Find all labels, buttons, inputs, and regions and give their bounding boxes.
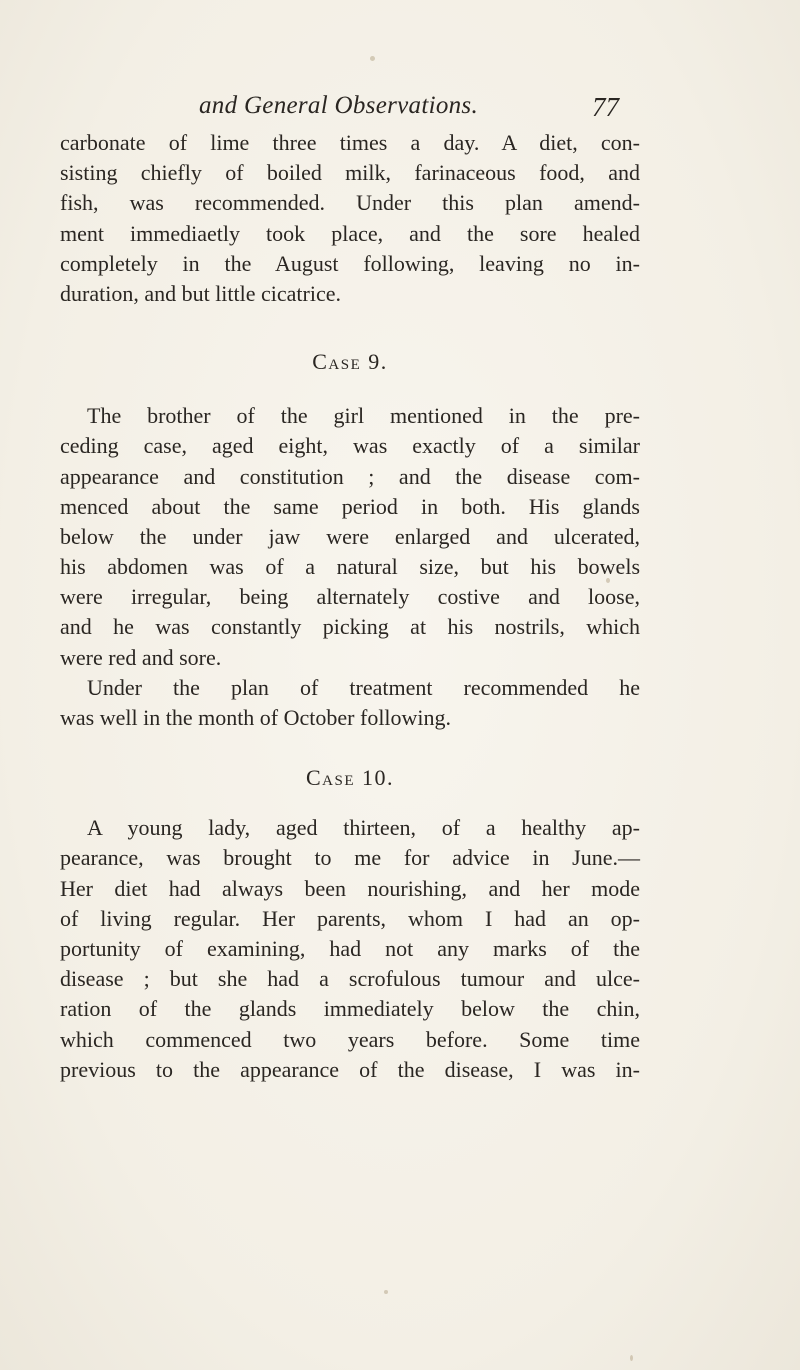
text-line: below the under jaw were enlarged and ulcerated, <box>60 523 640 549</box>
text-line: portunity of examining, had not any marks of the <box>60 935 640 961</box>
paper-speck <box>630 1355 633 1361</box>
text-line: Under the plan of treatment recommended he <box>87 674 640 700</box>
text-line: his abdomen was of a natural size, but his bowels <box>60 554 640 580</box>
text-line: ceding case, aged eight, was exactly of a similar <box>60 433 640 459</box>
paragraph <box>60 813 640 1085</box>
text-line: and he was constantly picking at his nostrils, which <box>60 614 640 640</box>
page-number: 77 <box>592 92 619 122</box>
paragraph <box>60 401 640 673</box>
text-line: appearance and constitution ; and the disease com- <box>60 463 640 489</box>
text-line: was well in the month of October following. <box>60 705 452 730</box>
case-heading: Case 9. <box>312 349 388 375</box>
text-line: ration of the glands immediately below the chin, <box>60 996 640 1022</box>
text-line: The brother of the girl mentioned in the pre- <box>87 403 640 429</box>
text-line: of living regular. Her parents, whom I had an op- <box>60 905 640 931</box>
text-line: Her diet had always been nourishing, and her mode <box>60 875 640 901</box>
paper-speck <box>370 56 375 61</box>
text-line: which commenced two years before. Some time <box>60 1026 640 1052</box>
case-heading: Case 10. <box>305 765 394 791</box>
paragraph <box>60 673 640 733</box>
text-line: were irregular, being alternately costive and loose, <box>60 584 640 610</box>
text-line: previous to the appearance of the disease, I was in- <box>60 1056 640 1082</box>
text-line: A young lady, aged thirteen, of a healthy ap- <box>87 815 640 841</box>
text-line: were red and sore. <box>60 644 222 670</box>
text-line: duration, and but little cicatrice. <box>60 280 342 306</box>
text-line: ment immediaetly took place, and the sore healed <box>60 220 640 246</box>
running-title: and General Observations. <box>199 92 478 119</box>
body-text <box>60 128 640 1085</box>
paragraph <box>60 128 640 309</box>
page-header <box>199 92 619 132</box>
text-line: disease ; but she had a scrofulous tumour and ulce- <box>60 966 640 992</box>
text-line: completely in the August following, leaving no in- <box>60 250 640 276</box>
text-line: menced about the same period in both. His glands <box>60 493 640 519</box>
paper-speck <box>384 1290 388 1294</box>
text-line: pearance, was brought to me for advice in June.— <box>60 845 640 871</box>
text-line: sisting chiefly of boiled milk, farinaceous food, and <box>60 160 640 186</box>
text-line: fish, was recommended. Under this plan amend- <box>60 190 640 216</box>
text-line: carbonate of lime three times a day. A diet, con- <box>60 130 640 155</box>
